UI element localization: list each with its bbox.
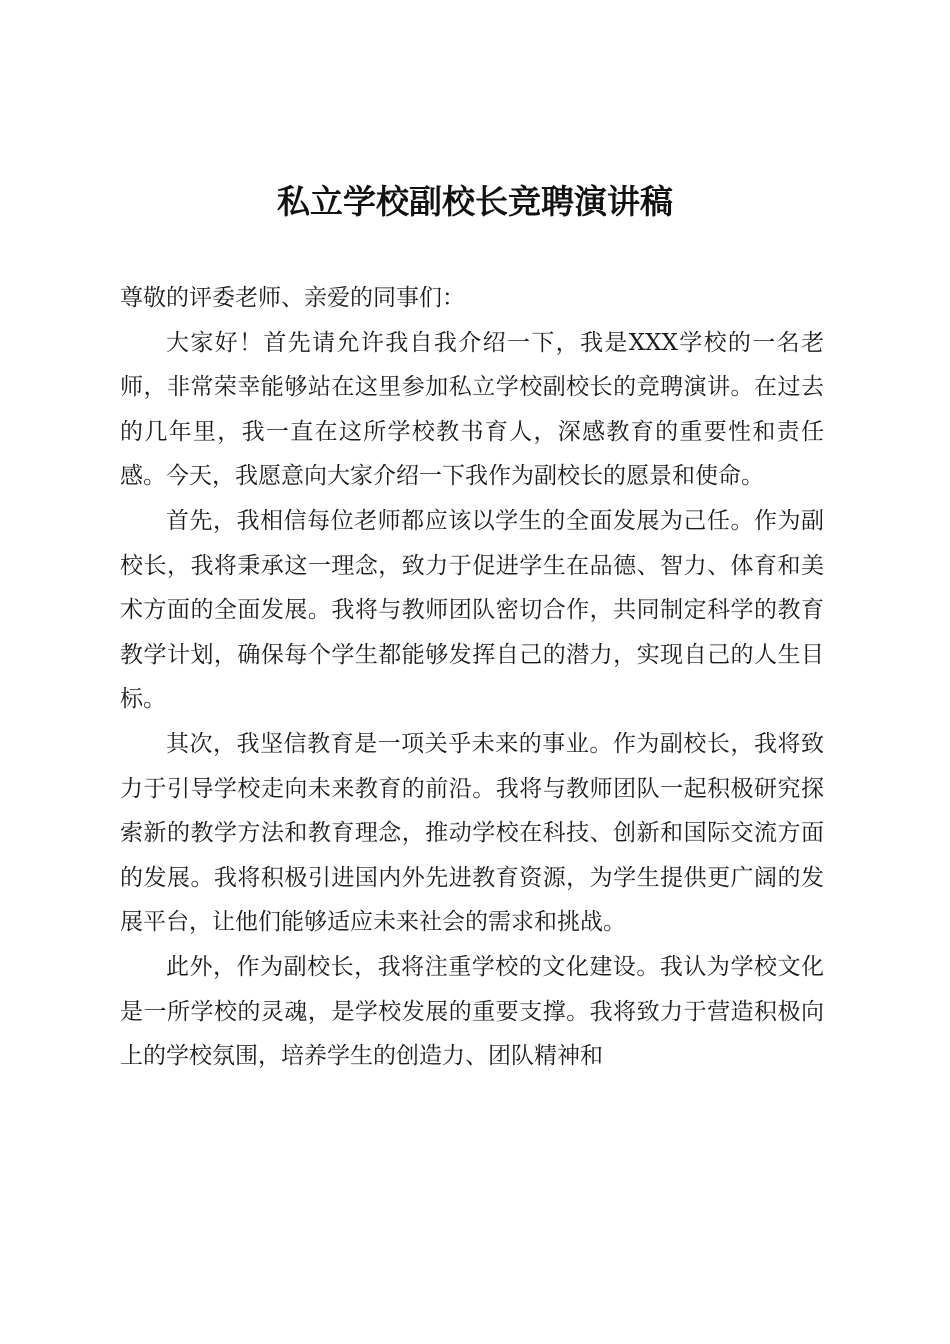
paragraph-third-point: 此外，作为副校长，我将注重学校的文化建设。我认为学校文化是一所学校的灵魂，是学校发展的重要支撑。我将致力于营造积极向上的学校氛围，培养学生的创造力、团队精神和	[120, 953, 824, 1070]
salutation: 尊敬的评委老师、亲爱的同事们：	[120, 285, 465, 311]
document-body	[120, 276, 824, 1079]
paragraph-introduction: 大家好！首先请允许我自我介绍一下，我是XXX学校的一名老师，非常荣幸能够站在这里参加私立学校副校长的竞聘演讲。在过去的几年里，我一直在这所学校教书育人，深感教育的重要性和责任感。今天，我愿意向大家介绍一下我作为副校长的愿景和使命。	[120, 329, 824, 490]
document-title: 私立学校副校长竞聘演讲稿	[277, 182, 673, 221]
paragraph-second-point: 其次，我坚信教育是一项关乎未来的事业。作为副校长，我将致力于引导学校走向未来教育的前沿。我将与教师团队一起积极研究探索新的教学方法和教育理念，推动学校在科技、创新和国际交流方面的发展。我将积极引进国内外先进教育资源，为学生提供更广阔的发展平台，让他们能够适应未来社会的需求和挑战。	[120, 730, 824, 936]
paragraph-first-point: 首先，我相信每位老师都应该以学生的全面发展为己任。作为副校长，我将秉承这一理念，致力于促进学生在品德、智力、体育和美术方面的全面发展。我将与教师团队密切合作，共同制定科学的教育教学计划，确保每个学生都能够发挥自己的潜力，实现自己的人生目标。	[120, 507, 824, 713]
